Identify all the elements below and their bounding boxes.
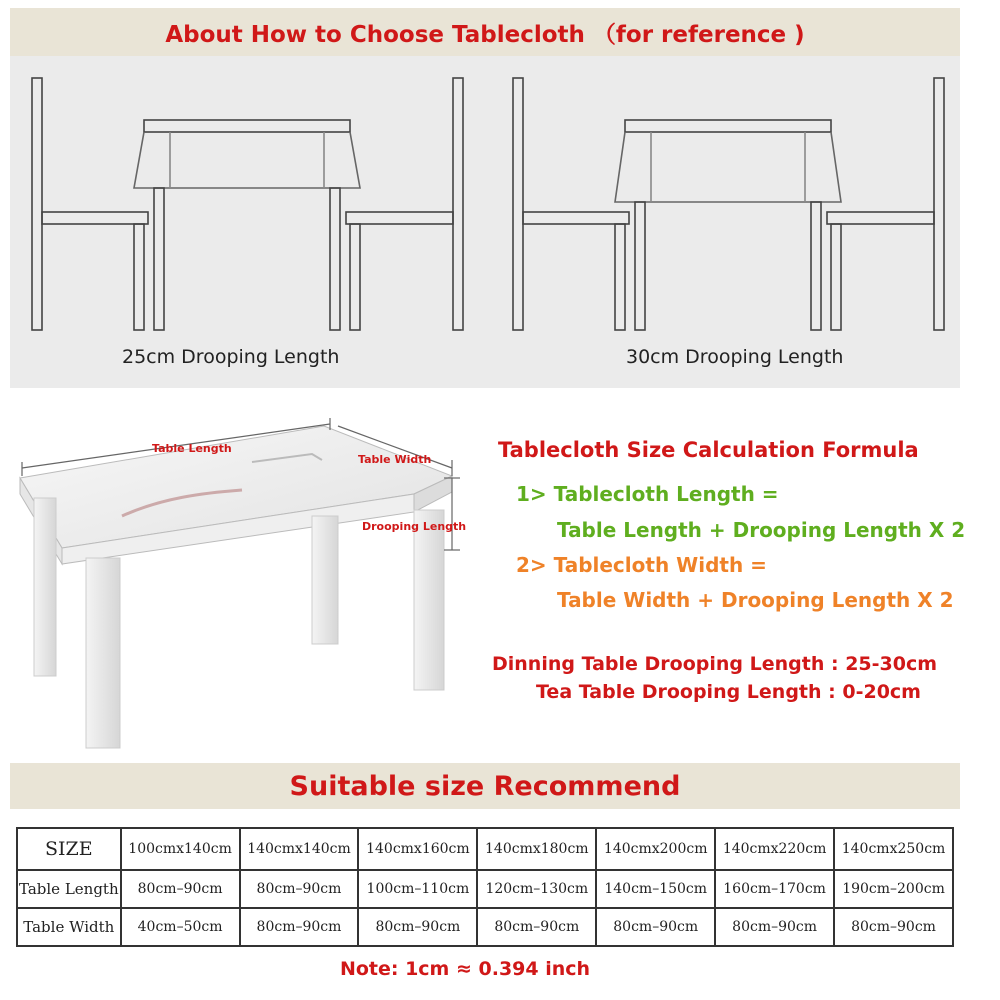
- formula-length-line2: Table Length + Drooping Length X 2: [557, 518, 966, 542]
- table-cell: 80cm–90cm: [121, 870, 240, 908]
- table-cell: 140cmx180cm: [477, 828, 596, 870]
- size-table: [16, 827, 954, 947]
- table-cell: 80cm–90cm: [596, 908, 715, 946]
- left-table: [134, 120, 360, 330]
- table-cell: 140cmx200cm: [596, 828, 715, 870]
- table-cell: 80cm–90cm: [240, 908, 359, 946]
- drooping-length-label: Drooping Length: [362, 520, 467, 533]
- table-cell: 140cmx250cm: [834, 828, 953, 870]
- right-chair-left: [513, 78, 629, 330]
- drooping-length-diagrams: [10, 56, 960, 388]
- table-cell: 80cm–90cm: [715, 908, 834, 946]
- left-chair-left: [32, 78, 148, 330]
- table-cell: 80cm–90cm: [477, 908, 596, 946]
- table-row: [17, 828, 953, 870]
- dining-drooping-note: Dinning Table Drooping Length : 25-30cm: [492, 653, 938, 675]
- page-title: [10, 8, 960, 56]
- table-cell: 190cm–200cm: [834, 870, 953, 908]
- table-cell: 100cm–110cm: [358, 870, 477, 908]
- formula-length-line1: 1> Tablecloth Length =: [516, 482, 779, 506]
- table-cell: 80cm–90cm: [358, 908, 477, 946]
- row-header: Table Width: [17, 908, 121, 946]
- table-cell: 140cmx140cm: [240, 828, 359, 870]
- table-cell: 80cm–90cm: [240, 870, 359, 908]
- table-illustration: [12, 398, 482, 758]
- table-cell: 120cm–130cm: [477, 870, 596, 908]
- table-cell: 140cm–150cm: [596, 870, 715, 908]
- chairs-table-diagram: [10, 56, 960, 388]
- right-diagram-caption: 30cm Drooping Length: [626, 346, 844, 368]
- right-chair-right: [827, 78, 944, 330]
- table-photo: [12, 398, 482, 758]
- left-chair-right: [346, 78, 463, 330]
- table-cell: 140cmx160cm: [358, 828, 477, 870]
- table-cell: 140cmx220cm: [715, 828, 834, 870]
- table-row: [17, 870, 953, 908]
- unit-note: Note: 1cm ≈ 0.394 inch: [339, 958, 591, 980]
- row-header: SIZE: [17, 828, 121, 870]
- recommend-title-text: Suitable size Recommend: [289, 770, 681, 802]
- recommend-title: [10, 763, 960, 809]
- table-cell: 100cmx140cm: [121, 828, 240, 870]
- page-title-text: About How to Choose Tablecloth （for reference ): [165, 21, 805, 48]
- tea-drooping-note: Tea Table Drooping Length : 0-20cm: [536, 681, 921, 703]
- formula-title: Tablecloth Size Calculation Formula: [498, 438, 919, 462]
- table-cell: 40cm–50cm: [121, 908, 240, 946]
- row-header: Table Length: [17, 870, 121, 908]
- table-row: [17, 908, 953, 946]
- table-width-label: Table Width: [358, 453, 432, 466]
- table-cell: 80cm–90cm: [834, 908, 953, 946]
- right-table: [615, 120, 841, 330]
- formula-width-line2: Table Width + Drooping Length X 2: [557, 588, 954, 612]
- left-diagram-caption: 25cm Drooping Length: [122, 346, 340, 368]
- table-length-label: Table Length: [152, 442, 232, 455]
- formula-width-line1: 2> Tablecloth Width =: [516, 553, 767, 577]
- table-cell: 160cm–170cm: [715, 870, 834, 908]
